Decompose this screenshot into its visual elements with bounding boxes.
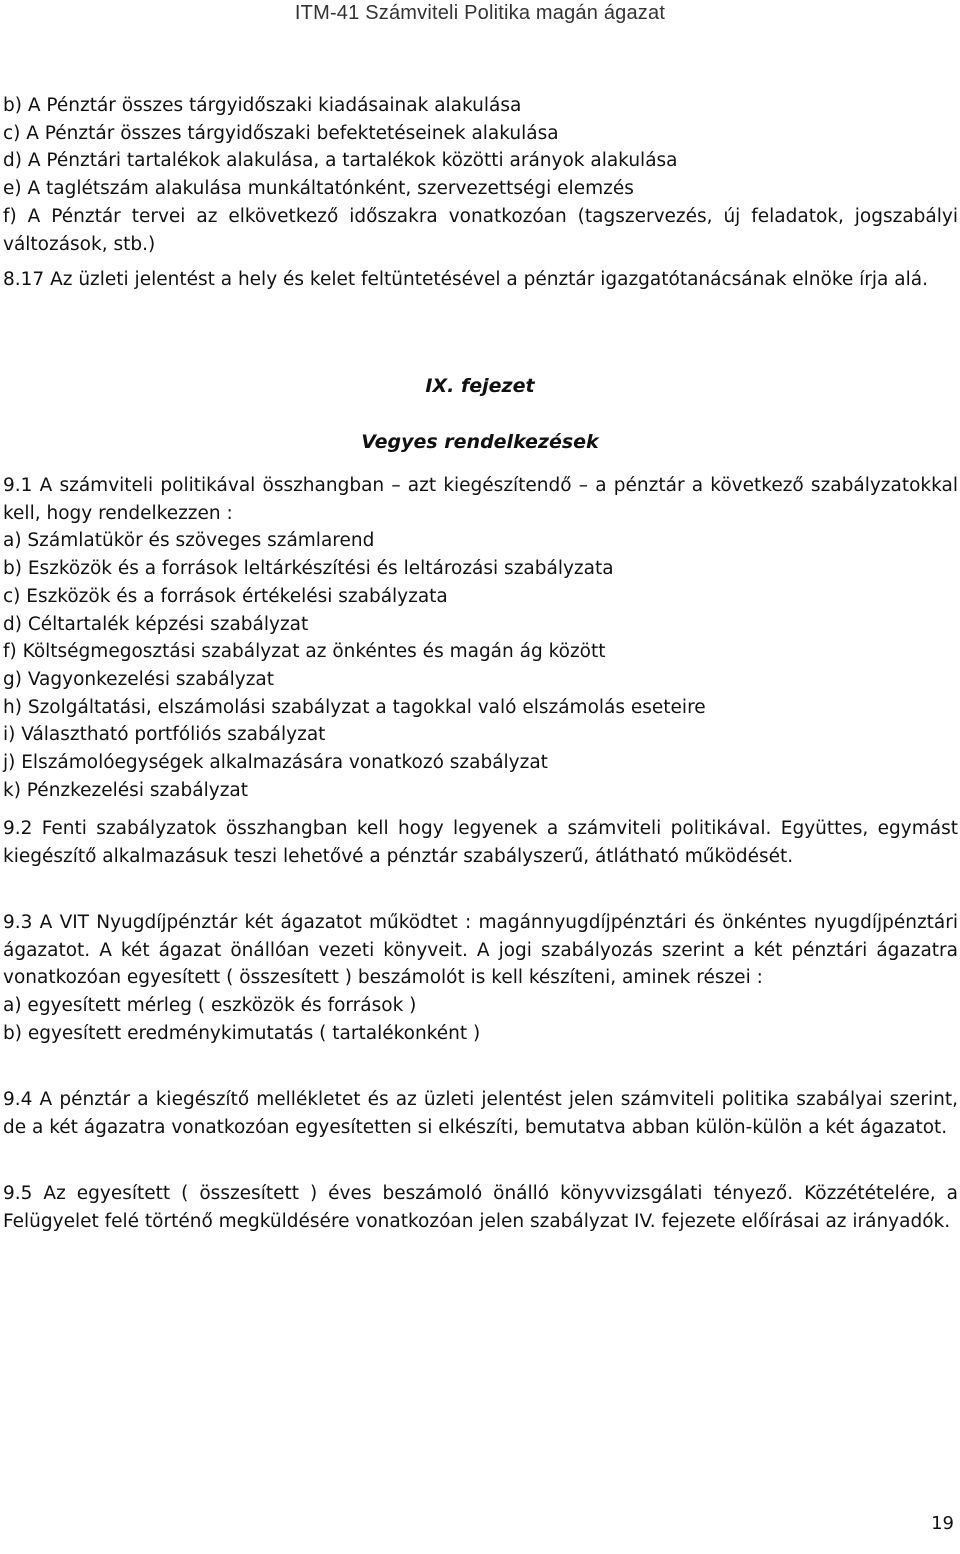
list-item: c) A Pénztár összes tárgyidőszaki befektetéseinek alakulása [3, 122, 559, 144]
paragraph-9-5-text: 9.5 Az egyesített ( összesített ) éves beszámoló önálló könyvvizsgálati tényező. Közzétételére, a Felügyelet felé történő megküldésére vonatkozóan jelen szabályzat IV. fejezete előírásai az irányadók. [3, 1183, 958, 1232]
paragraph-9-1 [3, 472, 958, 804]
section-8-continuation [3, 92, 958, 294]
paragraph-9-5 [3, 1180, 958, 1235]
list-item: f) Költségmegosztási szabályzat az önkéntes és magán ág között [3, 641, 606, 663]
list-item: b) A Pénztár összes tárgyidőszaki kiadásainak alakulása [3, 95, 522, 116]
paragraph-9-4-text: 9.4 A pénztár a kiegészítő mellékletet és az üzleti jelentést jelen számviteli politika szabályai szerint, de a két ágazatra vonatkozóan egyesítetten si elkészíti, bemutatva abban külön-külön a két ágazatot. [3, 1089, 958, 1138]
paragraph-8-17: 8.17 Az üzleti jelentést a hely és kelet feltüntetésével a pénztár igazgatótanácsának elnöke írja alá. [3, 269, 928, 291]
list-item: d) A Pénztári tartalékok alakulása, a tartalékok közötti arányok alakulása [3, 150, 678, 172]
document-header: ITM-41 Számviteli Politika magán ágazat [294, 2, 666, 24]
paragraph-9-2-text: 9.2 Fenti szabályzatok összhangban kell hogy legyenek a számviteli politikával. Együttes, egymást kiegészítő alkalmazásuk teszi lehetővé a pénztár szabályszerű, átlátható működését. [3, 818, 958, 867]
list-item: a) Számlatükör és szöveges számlarend [3, 530, 375, 552]
list-item: b) egyesített eredménykimutatás ( tartalékonként ) [3, 1022, 481, 1044]
paragraph-9-1-intro: 9.1 A számviteli politikával összhangban – azt kiegészítendő – a pénztár a következő szabályzatokkal kell, hogy rendelkezzen : [3, 475, 958, 524]
list-item: d) Céltartalék képzési szabályzat [3, 613, 309, 635]
list-item: b) Eszközök és a források leltárkészítési és leltározási szabályzata [3, 558, 614, 580]
list-item: f) A Pénztár tervei az elkövetkező időszakra vonatkozóan (tagszervezés, új feladatok, jogszabályi változások, stb.) [3, 205, 958, 255]
list-item: h) Szolgáltatási, elszámolási szabályzat a tagokkal való elszámolás eseteire [3, 696, 706, 718]
list-item: e) A taglétszám alakulása munkáltatónként, szervezettségi elemzés [3, 178, 634, 200]
chapter-number: IX. fejezet [425, 375, 535, 397]
paragraph-9-4 [3, 1086, 958, 1141]
list-item: k) Pénzkezelési szabályzat [3, 779, 248, 801]
list-item: j) Elszámolóegységek alkalmazására vonatkozó szabályzat [3, 752, 548, 774]
page-number: 19 [931, 1513, 954, 1534]
list-item: c) Eszközök és a források értékelési szabályzata [3, 585, 448, 607]
list-item: i) Választható portfóliós szabályzat [3, 724, 326, 746]
paragraph-9-3-text: 9.3 A VIT Nyugdíjpénztár két ágazatot működtet : magánnyugdíjpénztári és önkéntes nyugdíjpénztári ágazatot. A két ágazat önállóan vezeti könyveit. A jogi szabályozás szerint a két pénztári ágazatra vonatkozóan egyesített ( összesített ) beszámolót is kell készíteni, aminek részei : [3, 912, 958, 989]
paragraph-9-3 [3, 909, 958, 1048]
list-item: g) Vagyonkezelési szabályzat [3, 668, 274, 690]
list-item: a) egyesített mérleg ( eszközök és források ) [3, 995, 417, 1017]
paragraph-9-2 [3, 815, 958, 870]
chapter-title: Vegyes rendelkezések [361, 431, 599, 453]
